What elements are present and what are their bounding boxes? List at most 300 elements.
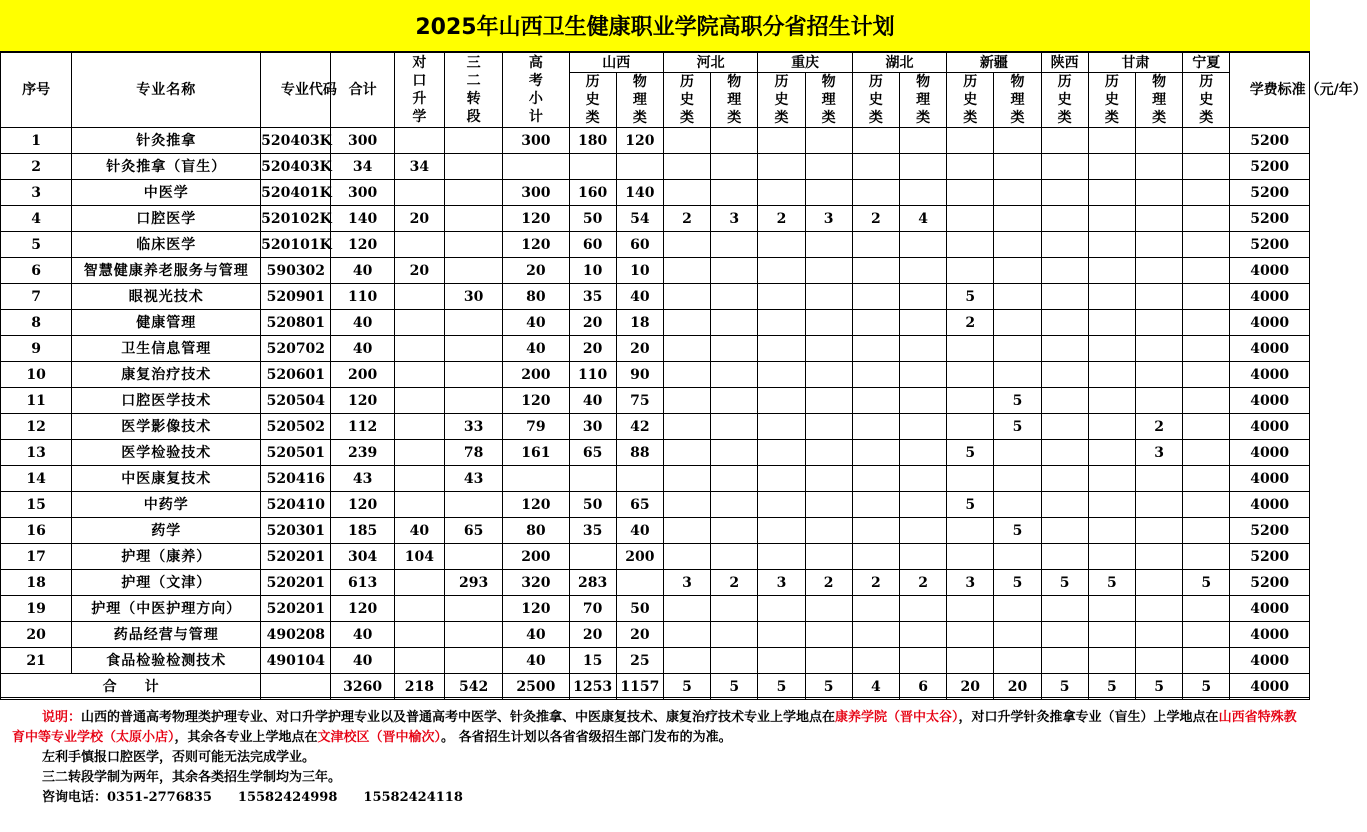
row-cell-fee: 5200 — [1230, 128, 1310, 154]
row-cell-xj_p — [994, 310, 1041, 336]
row-cell-cq_h — [758, 466, 805, 492]
row-cell-cq_p — [805, 414, 852, 440]
row-cell-cq_h — [758, 258, 805, 284]
totals-cell-hub_p: 6 — [899, 674, 946, 700]
totals-cell-cq_h: 5 — [758, 674, 805, 700]
row-cell-cq_h — [758, 622, 805, 648]
row-cell-gs_p: 3 — [1135, 440, 1182, 466]
row-cell-gs_p — [1135, 232, 1182, 258]
row-cell-cq_h — [758, 414, 805, 440]
table-row — [1, 180, 1310, 206]
row-cell-hub_p — [899, 180, 946, 206]
row-cell-hb_h — [663, 596, 710, 622]
row-cell-xj_h — [947, 206, 994, 232]
row-cell-sanzhuan — [444, 258, 502, 284]
row-cell-xj_p — [994, 466, 1041, 492]
row-cell-gs_p — [1135, 284, 1182, 310]
row-cell-hb_p — [711, 258, 758, 284]
row-cell-sx_p: 60 — [616, 232, 663, 258]
row-major-name: 护理（康养） — [72, 544, 261, 570]
row-cell-sanzhuan — [444, 362, 502, 388]
row-cell-xj_p — [994, 128, 1041, 154]
row-cell-total: 185 — [331, 518, 394, 544]
row-cell-gs_h — [1088, 414, 1135, 440]
row-seq: 10 — [1, 362, 72, 388]
row-cell-hub_p: 2 — [899, 570, 946, 596]
totals-cell-sx_p: 1157 — [616, 674, 663, 700]
row-cell-snx_h — [1041, 154, 1088, 180]
table-row — [1, 544, 1310, 570]
row-cell-xj_p — [994, 492, 1041, 518]
row-cell-cq_h — [758, 388, 805, 414]
row-cell-gaokao: 40 — [503, 622, 569, 648]
row-cell-gs_p: 2 — [1135, 414, 1182, 440]
row-cell-gs_p — [1135, 570, 1182, 596]
row-cell-gs_p — [1135, 518, 1182, 544]
row-cell-cq_p — [805, 596, 852, 622]
row-cell-cq_p — [805, 622, 852, 648]
notes-location-3: 文津校区（晋中榆次） — [317, 730, 442, 745]
notes-location-1: 康养学院（晋中太谷） — [835, 710, 959, 725]
row-major-code: 520502 — [261, 414, 331, 440]
row-cell-cq_p — [805, 284, 852, 310]
row-cell-hb_h — [663, 388, 710, 414]
row-seq: 16 — [1, 518, 72, 544]
row-cell-hub_p — [899, 648, 946, 674]
row-cell-hub_p — [899, 414, 946, 440]
row-cell-nx_h — [1183, 440, 1230, 466]
row-cell-snx_h — [1041, 310, 1088, 336]
row-cell-sx_h — [569, 154, 616, 180]
row-cell-snx_h — [1041, 596, 1088, 622]
row-cell-gs_h — [1088, 128, 1135, 154]
row-cell-sx_p: 65 — [616, 492, 663, 518]
table-row — [1, 362, 1310, 388]
row-cell-gs_h — [1088, 492, 1135, 518]
row-cell-gs_h — [1088, 544, 1135, 570]
row-cell-hub_p — [899, 154, 946, 180]
row-cell-sx_p: 50 — [616, 596, 663, 622]
row-major-code: 520901 — [261, 284, 331, 310]
row-cell-gaokao: 79 — [503, 414, 569, 440]
row-seq: 4 — [1, 206, 72, 232]
header-physics: 物理类 — [899, 73, 946, 128]
row-cell-hb_p — [711, 154, 758, 180]
row-cell-hb_h: 2 — [663, 206, 710, 232]
row-major-code: 520401K — [261, 180, 331, 206]
row-major-name: 中药学 — [72, 492, 261, 518]
row-seq: 13 — [1, 440, 72, 466]
row-cell-sx_p: 40 — [616, 284, 663, 310]
row-cell-gaokao: 120 — [503, 492, 569, 518]
row-cell-xj_h — [947, 544, 994, 570]
row-seq: 21 — [1, 648, 72, 674]
header-province-shanxi: 山西 — [569, 53, 663, 73]
row-cell-hub_h — [852, 258, 899, 284]
row-cell-gs_h — [1088, 232, 1135, 258]
row-cell-nx_h — [1183, 388, 1230, 414]
row-major-code: 590302 — [261, 258, 331, 284]
row-cell-cq_p — [805, 232, 852, 258]
header-province-ningxia: 宁夏 — [1183, 53, 1230, 73]
row-cell-hub_p — [899, 466, 946, 492]
row-cell-total: 120 — [331, 388, 394, 414]
row-cell-gs_p — [1135, 336, 1182, 362]
totals-cell-cq_p: 5 — [805, 674, 852, 700]
row-cell-nx_h — [1183, 284, 1230, 310]
row-cell-nx_h — [1183, 336, 1230, 362]
row-cell-sanzhuan — [444, 544, 502, 570]
row-major-name: 食品检验检测技术 — [72, 648, 261, 674]
row-cell-snx_h — [1041, 232, 1088, 258]
row-cell-gs_h — [1088, 310, 1135, 336]
row-cell-total: 140 — [331, 206, 394, 232]
header-history: 历史类 — [1041, 73, 1088, 128]
row-cell-cq_p: 2 — [805, 570, 852, 596]
row-cell-snx_h — [1041, 622, 1088, 648]
header-province-hebei: 河北 — [663, 53, 757, 73]
row-cell-total: 40 — [331, 258, 394, 284]
row-cell-gs_h — [1088, 440, 1135, 466]
row-cell-gs_p — [1135, 466, 1182, 492]
row-major-code: 520702 — [261, 336, 331, 362]
row-cell-xj_p — [994, 622, 1041, 648]
row-cell-nx_h — [1183, 154, 1230, 180]
row-cell-snx_h — [1041, 414, 1088, 440]
row-cell-hub_h — [852, 388, 899, 414]
row-cell-sanzhuan — [444, 180, 502, 206]
row-cell-total: 112 — [331, 414, 394, 440]
row-major-code: 520416 — [261, 466, 331, 492]
row-cell-snx_h — [1041, 544, 1088, 570]
row-cell-total: 120 — [331, 596, 394, 622]
row-cell-xj_h — [947, 232, 994, 258]
row-cell-hb_p — [711, 596, 758, 622]
row-cell-gaokao: 200 — [503, 544, 569, 570]
row-cell-gs_h — [1088, 466, 1135, 492]
row-cell-xj_p: 5 — [994, 518, 1041, 544]
header-province-shaanxi: 陕西 — [1041, 53, 1088, 73]
row-cell-sx_h: 15 — [569, 648, 616, 674]
row-cell-sx_h — [569, 544, 616, 570]
row-cell-snx_h — [1041, 440, 1088, 466]
row-cell-hb_h — [663, 544, 710, 570]
header-province-chongqing: 重庆 — [758, 53, 852, 73]
header-physics: 物理类 — [1135, 73, 1182, 128]
row-major-name: 健康管理 — [72, 310, 261, 336]
row-cell-cq_h — [758, 492, 805, 518]
row-seq: 3 — [1, 180, 72, 206]
row-cell-sx_h: 110 — [569, 362, 616, 388]
row-cell-sanzhuan — [444, 648, 502, 674]
totals-cell-hb_h: 5 — [663, 674, 710, 700]
row-cell-sx_p: 88 — [616, 440, 663, 466]
row-cell-gs_h — [1088, 154, 1135, 180]
row-major-name: 医学影像技术 — [72, 414, 261, 440]
row-seq: 14 — [1, 466, 72, 492]
row-cell-sx_p — [616, 570, 663, 596]
totals-cell-nx_h: 5 — [1183, 674, 1230, 700]
row-cell-xj_h: 5 — [947, 440, 994, 466]
row-cell-xj_p — [994, 284, 1041, 310]
row-cell-gs_h — [1088, 206, 1135, 232]
row-major-name: 中医康复技术 — [72, 466, 261, 492]
row-cell-sx_h: 60 — [569, 232, 616, 258]
row-cell-cq_h: 2 — [758, 206, 805, 232]
row-seq: 12 — [1, 414, 72, 440]
row-cell-nx_h — [1183, 232, 1230, 258]
row-cell-nx_h — [1183, 128, 1230, 154]
row-cell-sanzhuan: 78 — [444, 440, 502, 466]
row-cell-cq_h — [758, 440, 805, 466]
row-cell-gaokao — [503, 154, 569, 180]
row-seq: 7 — [1, 284, 72, 310]
row-cell-sanzhuan — [444, 388, 502, 414]
row-cell-sx_h: 20 — [569, 622, 616, 648]
row-cell-duikou: 40 — [394, 518, 444, 544]
row-cell-xj_h — [947, 596, 994, 622]
row-cell-xj_p — [994, 544, 1041, 570]
row-cell-hub_p — [899, 622, 946, 648]
row-major-name: 护理（文津） — [72, 570, 261, 596]
row-cell-cq_h — [758, 596, 805, 622]
row-cell-sx_p: 10 — [616, 258, 663, 284]
row-cell-gs_p — [1135, 128, 1182, 154]
row-cell-xj_p — [994, 154, 1041, 180]
row-cell-gs_h — [1088, 622, 1135, 648]
notes-label: 说明： — [42, 710, 82, 725]
row-cell-sx_p: 54 — [616, 206, 663, 232]
header-history: 历史类 — [852, 73, 899, 128]
row-cell-sx_p: 120 — [616, 128, 663, 154]
row-cell-xj_h — [947, 622, 994, 648]
row-cell-duikou — [394, 310, 444, 336]
row-cell-fee: 4000 — [1230, 648, 1310, 674]
row-cell-duikou — [394, 440, 444, 466]
totals-cell-duikou: 218 — [394, 674, 444, 700]
row-cell-hb_p: 2 — [711, 570, 758, 596]
row-cell-xj_h — [947, 466, 994, 492]
row-cell-hb_p — [711, 544, 758, 570]
row-cell-hub_h — [852, 310, 899, 336]
row-cell-cq_h — [758, 518, 805, 544]
row-cell-sx_p: 200 — [616, 544, 663, 570]
row-seq: 18 — [1, 570, 72, 596]
row-cell-hb_p — [711, 362, 758, 388]
row-cell-xj_h — [947, 258, 994, 284]
row-major-name: 药学 — [72, 518, 261, 544]
row-cell-cq_h — [758, 544, 805, 570]
row-cell-sanzhuan — [444, 154, 502, 180]
row-cell-fee: 4000 — [1230, 596, 1310, 622]
table-row — [1, 232, 1310, 258]
row-cell-xj_p: 5 — [994, 570, 1041, 596]
row-cell-sx_p: 20 — [616, 622, 663, 648]
row-cell-sanzhuan: 30 — [444, 284, 502, 310]
row-cell-hb_p — [711, 648, 758, 674]
row-cell-gaokao: 40 — [503, 310, 569, 336]
row-cell-snx_h — [1041, 128, 1088, 154]
row-cell-hub_h — [852, 544, 899, 570]
row-cell-cq_h — [758, 648, 805, 674]
row-cell-xj_p — [994, 232, 1041, 258]
row-major-code: 520403K — [261, 154, 331, 180]
row-major-name: 卫生信息管理 — [72, 336, 261, 362]
table-row — [1, 622, 1310, 648]
row-cell-xj_h: 5 — [947, 492, 994, 518]
row-major-name: 智慧健康养老服务与管理 — [72, 258, 261, 284]
row-cell-hub_h: 2 — [852, 206, 899, 232]
header-history: 历史类 — [947, 73, 994, 128]
row-cell-cq_p — [805, 466, 852, 492]
row-cell-total: 613 — [331, 570, 394, 596]
row-cell-nx_h — [1183, 414, 1230, 440]
row-cell-hb_p — [711, 414, 758, 440]
row-cell-total: 40 — [331, 648, 394, 674]
row-cell-xj_h — [947, 154, 994, 180]
row-major-code: 520801 — [261, 310, 331, 336]
row-cell-hub_h — [852, 232, 899, 258]
header-physics: 物理类 — [994, 73, 1041, 128]
row-cell-duikou: 20 — [394, 206, 444, 232]
row-cell-hub_h — [852, 596, 899, 622]
row-cell-cq_p — [805, 518, 852, 544]
row-major-code: 520201 — [261, 544, 331, 570]
row-cell-sx_p: 42 — [616, 414, 663, 440]
row-cell-cq_p — [805, 310, 852, 336]
totals-cell-sanzhuan: 542 — [444, 674, 502, 700]
row-cell-hub_h — [852, 492, 899, 518]
row-cell-cq_p — [805, 128, 852, 154]
row-cell-duikou — [394, 466, 444, 492]
totals-code — [261, 674, 331, 700]
header-province-gansu: 甘肃 — [1088, 53, 1182, 73]
row-cell-gaokao: 80 — [503, 284, 569, 310]
row-cell-gaokao — [503, 466, 569, 492]
row-cell-gaokao: 80 — [503, 518, 569, 544]
row-seq: 1 — [1, 128, 72, 154]
row-cell-snx_h — [1041, 206, 1088, 232]
row-cell-total: 120 — [331, 232, 394, 258]
row-major-name: 针灸推拿 — [72, 128, 261, 154]
row-cell-sanzhuan — [444, 206, 502, 232]
row-cell-fee: 4000 — [1230, 440, 1310, 466]
totals-cell-sx_h: 1253 — [569, 674, 616, 700]
row-cell-sanzhuan: 43 — [444, 466, 502, 492]
row-cell-fee: 5200 — [1230, 154, 1310, 180]
notes-duration: 三二转段学制为两年，其余各类招生学制均为三年。 — [42, 770, 342, 785]
table-row — [1, 310, 1310, 336]
row-cell-gaokao: 320 — [503, 570, 569, 596]
row-cell-duikou — [394, 596, 444, 622]
row-cell-sx_h: 50 — [569, 492, 616, 518]
row-cell-hub_p — [899, 544, 946, 570]
header-seq: 序号 — [1, 53, 72, 128]
row-seq: 19 — [1, 596, 72, 622]
row-cell-hub_h — [852, 154, 899, 180]
row-cell-hb_h — [663, 648, 710, 674]
row-cell-sx_p: 75 — [616, 388, 663, 414]
row-cell-cq_p — [805, 492, 852, 518]
row-cell-sx_p: 25 — [616, 648, 663, 674]
row-cell-hb_p — [711, 180, 758, 206]
notes-section — [0, 697, 1310, 832]
row-cell-nx_h — [1183, 596, 1230, 622]
totals-cell-fee: 4000 — [1230, 674, 1310, 700]
table-row — [1, 336, 1310, 362]
row-cell-cq_h — [758, 362, 805, 388]
row-cell-duikou — [394, 492, 444, 518]
row-cell-fee: 4000 — [1230, 284, 1310, 310]
row-cell-sx_p: 20 — [616, 336, 663, 362]
row-cell-cq_p — [805, 440, 852, 466]
row-cell-fee: 5200 — [1230, 518, 1310, 544]
header-gaokao: 高考小计 — [503, 53, 569, 128]
row-cell-sanzhuan — [444, 336, 502, 362]
row-cell-sx_p — [616, 154, 663, 180]
row-cell-hub_h — [852, 648, 899, 674]
row-cell-gs_h — [1088, 648, 1135, 674]
row-cell-hb_p — [711, 466, 758, 492]
row-major-name: 药品经营与管理 — [72, 622, 261, 648]
row-cell-duikou — [394, 180, 444, 206]
row-cell-hub_h — [852, 622, 899, 648]
totals-cell-gs_h: 5 — [1088, 674, 1135, 700]
row-major-name: 临床医学 — [72, 232, 261, 258]
row-cell-duikou — [394, 232, 444, 258]
row-cell-total: 300 — [331, 180, 394, 206]
row-cell-snx_h: 5 — [1041, 570, 1088, 596]
row-cell-fee: 5200 — [1230, 206, 1310, 232]
row-cell-gs_h — [1088, 362, 1135, 388]
row-cell-cq_h — [758, 310, 805, 336]
table-row — [1, 206, 1310, 232]
row-cell-duikou — [394, 648, 444, 674]
row-cell-nx_h — [1183, 648, 1230, 674]
row-cell-sx_h: 10 — [569, 258, 616, 284]
row-major-code: 520504 — [261, 388, 331, 414]
header-history: 历史类 — [663, 73, 710, 128]
row-cell-hub_h: 2 — [852, 570, 899, 596]
row-cell-cq_h — [758, 128, 805, 154]
row-cell-snx_h — [1041, 258, 1088, 284]
row-cell-xj_p — [994, 336, 1041, 362]
row-cell-hub_p — [899, 492, 946, 518]
row-cell-xj_h — [947, 414, 994, 440]
row-cell-nx_h — [1183, 518, 1230, 544]
row-cell-fee: 4000 — [1230, 336, 1310, 362]
table-row — [1, 440, 1310, 466]
row-cell-xj_p — [994, 596, 1041, 622]
row-cell-sx_p: 90 — [616, 362, 663, 388]
row-cell-hub_h — [852, 284, 899, 310]
row-cell-hb_h — [663, 622, 710, 648]
row-cell-hb_h — [663, 414, 710, 440]
row-cell-duikou: 20 — [394, 258, 444, 284]
row-cell-snx_h — [1041, 362, 1088, 388]
row-cell-duikou — [394, 336, 444, 362]
header-fee: 学费标准（元/年） — [1230, 53, 1310, 128]
row-cell-gs_p — [1135, 258, 1182, 284]
row-cell-gaokao: 161 — [503, 440, 569, 466]
row-cell-hub_p — [899, 128, 946, 154]
row-cell-hub_p — [899, 232, 946, 258]
row-cell-sx_h: 30 — [569, 414, 616, 440]
totals-cell-gs_p: 5 — [1135, 674, 1182, 700]
table-row — [1, 388, 1310, 414]
notes-contact: 咨询电话：0351-2776835 15582424998 15582424118 — [42, 790, 463, 805]
row-cell-hub_h — [852, 336, 899, 362]
